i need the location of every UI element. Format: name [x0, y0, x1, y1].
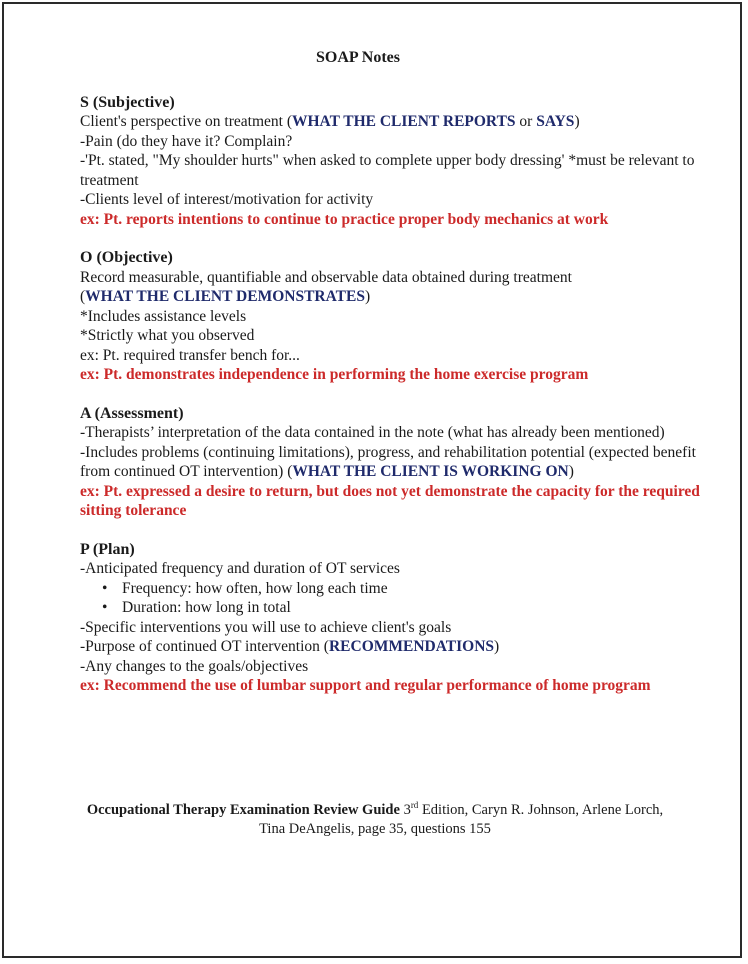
document-body [80, 48, 700, 715]
objective-line-1: Record measurable, quantifiable and observable data obtained during treatment [80, 268, 572, 286]
subjective-line-1-text: Client's perspective on treatment ( [80, 113, 292, 130]
objective-line-5: ex: Pt. required transfer bench for... [80, 346, 300, 364]
objective-line-4: *Strictly what you observed [80, 327, 255, 344]
assessment-example: ex: Pt. expressed a desire to return, but does not yet demonstrate the capacity for the required sitting tolerance [80, 482, 700, 519]
citation [80, 801, 670, 839]
citation-details: Edition, Caryn R. Johnson, Arlene Lorch, Tina DeAngelis, page 35, questions 155 [259, 802, 664, 837]
plan-line-3-text: -Purpose of continued OT intervention ( [80, 638, 329, 655]
subjective-line-1-end: ) [574, 113, 580, 130]
assessment-line-2 [80, 443, 700, 482]
section-heading-assessment: A (Assessment) [80, 404, 184, 422]
objective-emphasis-demonstrates: WHAT THE CLIENT DEMONSTRATES [85, 288, 365, 305]
page-title: SOAP Notes [316, 49, 400, 66]
subjective-line-2: -Pain (do they have it? Complain? [80, 132, 293, 150]
objective-line-2-close: ) [364, 288, 371, 305]
objective-line-2 [80, 287, 700, 307]
subjective-line-1-mid: or [515, 113, 537, 130]
plan-line-1: -Anticipated frequency and duration of OT services [80, 560, 400, 577]
section-heading-subjective: S (Subjective) [80, 93, 175, 111]
citation-edition-number: 3 [399, 802, 411, 818]
plan-line-4: -Any changes to the goals/objectives [80, 657, 309, 675]
subjective-line-4: -Clients level of interest/motivation for activity [80, 191, 374, 208]
subjective-example: ex: Pt. reports intentions to continue to practice proper body mechanics at work [80, 210, 609, 228]
assessment-emphasis-working-on: WHAT THE CLIENT IS WORKING ON [292, 463, 569, 480]
assessment-line-1: -Therapists’ interpretation of the data contained in the note (what has already been mentioned) [80, 424, 665, 441]
section-subjective [80, 93, 700, 230]
plan-line-3 [80, 637, 700, 657]
section-heading-plan: P (Plan) [80, 540, 135, 558]
plan-bullet-frequency: • Frequency: how often, how long each time [102, 579, 700, 599]
assessment-line-2-text: -Includes problems (continuing limitations), progress, and rehabilitation potential (expected benefit from continued OT intervention) ( [80, 443, 696, 480]
plan-line-3-close: ) [494, 638, 500, 655]
citation-book-title: Occupational Therapy Examination Review Guide [86, 802, 400, 818]
objective-line-2-open: ( [80, 288, 86, 305]
section-assessment [80, 404, 700, 521]
plan-example: ex: Recommend the use of lumbar support and regular performance of home program [80, 677, 651, 694]
plan-bullet-duration: • Duration: how long in total [102, 598, 700, 618]
section-plan [80, 540, 700, 696]
subjective-emphasis-reports: WHAT THE CLIENT REPORTS [291, 113, 516, 130]
objective-line-3: *Includes assistance levels [80, 307, 247, 325]
section-objective [80, 248, 700, 385]
subjective-line-3: -'Pt. stated, "My shoulder hurts" when asked to complete upper body dressing' *must be relevant to treatment [80, 152, 695, 189]
subjective-emphasis-says: SAYS [536, 113, 575, 130]
citation-edition-suffix: rd [410, 800, 419, 811]
subjective-line-1 [80, 112, 700, 132]
section-heading-objective: O (Objective) [80, 249, 173, 266]
plan-line-2: -Specific interventions you will use to achieve client's goals [80, 618, 452, 636]
plan-bullet-list [80, 579, 700, 618]
plan-emphasis-recommendations: RECOMMENDATIONS [328, 638, 495, 655]
objective-example: ex: Pt. demonstrates independence in performing the home exercise program [80, 366, 589, 383]
assessment-line-2-close: ) [568, 463, 574, 480]
